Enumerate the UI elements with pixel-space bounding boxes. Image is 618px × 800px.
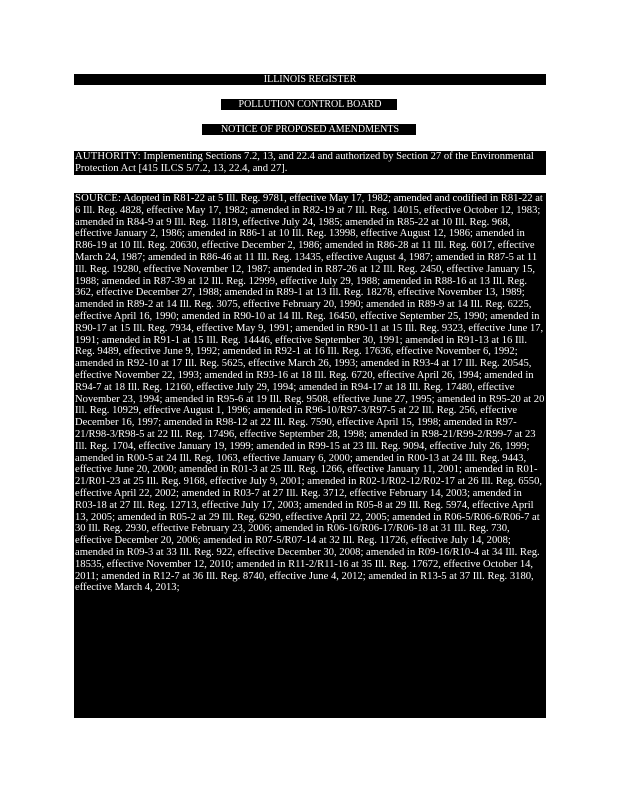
source-text: Adopted in R81-22 at 5 Ill. Reg. 9781, effective May 17, 1982; amended and codified in R81-22 at 6 Ill. Reg. 4828, effective May 17, 1982; amended in R82-19 at 7 Ill. Reg. 14015, effective October 12, 1983; amended in R84-9 at 9 Ill. Reg. 11819, effective July 24, 1985; amended in R85-22 at 10 Ill. Reg. 968, effective January 2, 1986; amended in R86-1 at 10 Ill. Reg. 13998, effective August 12, 1986; amended in R86-19 at 10 Ill. Reg. 20630, effective December 2, 1986; amended in R86-28 at 11 Ill. Reg. 6017, effective March 24, 1987; amended in R86-46 at 11 Ill. Reg. 13435, effective August 4, 1987; amended in R87-5 at 11 Ill. Reg. 19280, effective November 12, 1987; amended in R87-26 at 12 Ill. Reg. 2450, effective January 15, 1988; amended in R87-39 at 12 Ill. Reg. 12999, effective July 29, 1988; amended in R88-16 at 13 Ill. Reg. 362, effective December 27, 1988; amended in R89-1 at 13 Ill. Reg. 18278, effective November 13, 1989; amended in R89-2 at 14 Ill. Reg. 3075, effective February 20, 1990; amended in R89-9 at 14 Ill. Reg. 6225, effective April 16, 1990; amended in R90-10 at 14 Ill. Reg. 16450, effective September 25, 1990; amended in R90-17 at 15 Ill. Reg. 7934, effective May 9, 1991; amended in R90-11 at 15 Ill. Reg. 9323, effective June 17, 1991; amended in R91-1 at 15 Ill. Reg. 14446, effective September 30, 1991; amended in R91-13 at 16 Ill. Reg. 9489, effective June 9, 1992; amended in R92-1 at 16 Ill. Reg. 17636, effective November 6, 1992; amended in R92-10 at 17 Ill. Reg. 5625, effective March 26, 1993; amended in R93-4 at 17 Ill. Reg. 20545, effective November 22, 1993; amended in R93-16 at 18 Ill. Reg. 6720, effective April 26, 1994; amended in R94-7 at 18 Ill. Reg. 12160, effective July 29, 1994; amended in R94-17 at 18 Ill. Reg. 17480, effective November 23, 1994; amended in R95-6 at 19 Ill. Reg. 9508, effective June 27, 1995; amended in R95-20 at 20 Ill. Reg. 10929, effective August 1, 1996; amended in R96-10/R97-3/R97-5 at 22 Ill. Reg. 256, effective December 16, 1997; amended in R98-12 at 22 Ill. Reg. 7590, effective April 15, 1998; amended in R97-21/R98-3/R98-5 at 22 Ill. Reg. 17496, effective September 28, 1998; amended in R98-21/R99-2/R99-7 at 23 Ill. Reg. 1704, effective January 19, 1999; amended in R99-15 at 23 Ill. Reg. 9094, effective July 26, 1999; amended in R00-5 at 24 Ill. Reg. 1063, effective January 6, 2000; amended in R00-13 at 24 Ill. Reg. 9443, effective June 20, 2000; amended in R01-3 at 25 Ill. Reg. 1266, effective January 11, 2001; amended in R01-21/R01-23 at 25 Ill. Reg. 9168, effective July 9, 2001; amended in R02-1/R02-12/R02-17 at 26 Ill. Reg. 6550, effective April 22, 2002; amended in R03-7 at 27 Ill. Reg. 3712, effective February 14, 2003; amended in R03-18 at 27 Ill. Reg. 12713, effective July 17, 2003; amended in R05-8 at 29 Ill. Reg. 5974, effective April 13, 2005; amended in R05-2 at 29 Ill. Reg. 6290, effective April 22, 2005; amended in R06-5/R06-6/R06-7 at 30 Ill. Reg. 2930, effective February 23, 2006; amended in R06-16/R06-17/R06-18 at 31 Ill. Reg. 730, effective December 20, 2006; amended in R07-5/R07-14 at 32 Ill. Reg. 11726, effective July 14, 2008; amended in R09-3 at 33 Ill. Reg. 922, effective December 30, 2008; amended in R09-16/R10-4 at 34 Ill. Reg. 18535, effective November 12, 2010; amended in R11-2/R11-16 at 35 Ill. Reg. 17672, effective October 14, 2011; amended in R12-7 at 36 Ill. Reg. 8740, effective June 4, 2012; amended in R13-5 at 37 Ill. Reg. 3180, effective March 4, 2013;	[75, 193, 545, 594]
authority-paragraph	[74, 151, 546, 175]
authority-text: Implementing Sections 7.2, 13, and 22.4 and authorized by Section 27 of the Environmental Protection Act [415 ILCS 5/7.2, 13, 22.4, and 27].	[75, 151, 534, 174]
board-name: POLLUTION CONTROL BOARD	[238, 99, 382, 110]
notice-title: NOTICE OF PROPOSED AMENDMENTS	[220, 124, 400, 135]
authority-label: AUTHORITY:	[75, 151, 141, 162]
source-paragraph	[74, 193, 546, 718]
register-title: ILLINOIS REGISTER	[263, 74, 357, 85]
source-label: SOURCE:	[75, 193, 122, 204]
